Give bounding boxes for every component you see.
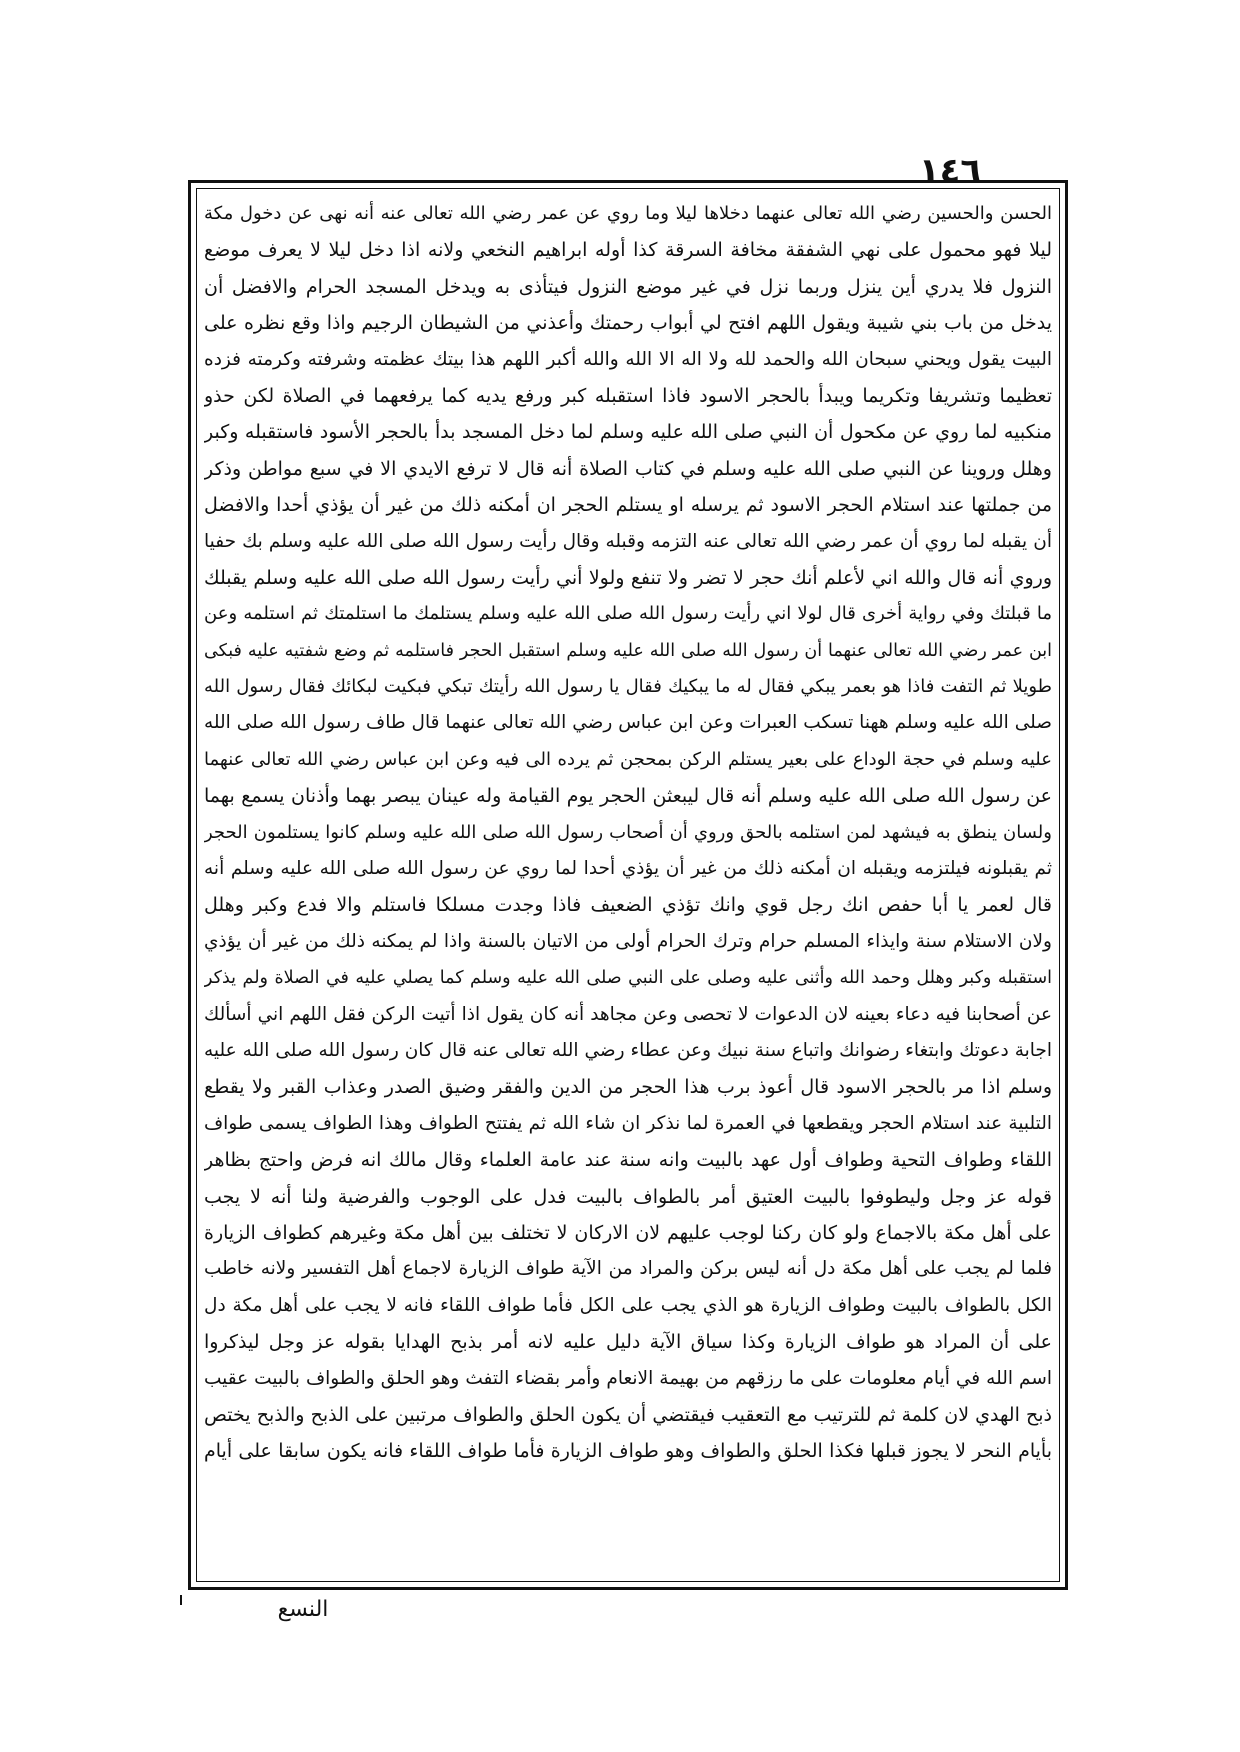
text-line: ابن عمر رضي الله تعالى عنهما أن رسول الله صلى الله عليه وسلم استقبل الحجر فاستلمه ثم وضع شفتيه عليه فبكى (204, 640, 1052, 661)
text-line: وروي أنه قال والله اني لأعلم أنك حجر لا تضر ولا تنفع ولولا أني رأيت رسول الله صلى الله عليه وسلم يقبلك (204, 566, 1052, 589)
text-line: وهلل وروينا عن النبي صلى الله عليه وسلم في كتاب الصلاة أنه قال لا ترفع الايدي الا في سبع مواطن وذكر (204, 457, 1052, 480)
text-line: النزول فلا يدري أين ينزل وربما نزل في غير موضع النزول فيتأذى به ويدخل المسجد الحرام والافضل أن (204, 275, 1052, 298)
text-line: ما قبلتك وفي رواية أخرى قال لولا اني رأيت رسول الله صلى الله عليه وسلم يستلمك ما استلمتك ثم استلمه وعن (204, 603, 1052, 625)
catchword: النسع (277, 1597, 329, 1622)
text-line: الكل بالطواف بالبيت وطواف الزيارة هو الذي يجب على الكل فأما طواف اللقاء فانه لا يجب على أهل مكة دل (204, 1294, 1052, 1316)
text-line: استقبله وكبر وهلل وحمد الله وأثنى عليه وصلى على النبي صلى الله عليه وسلم كما يصلي عليه في الصلاة ولم يذكر (204, 968, 1052, 989)
text-line: ولسان ينطق به فيشهد لمن استلمه بالحق وروي أن أصحاب رسول الله صلى الله عليه وسلم كانوا يستلمون الحجر (204, 821, 1052, 843)
text-line: اجابة دعوتك وابتغاء رضوانك واتباع سنة نبيك وعن عطاء رضي الله تعالى عنه قال كان رسول الله صلى الله عليه (204, 1039, 1052, 1061)
text-line: على أهل مكة بالاجماع ولو كان ركنا لوجب عليهم لان الاركان لا تختلف بين أهل مكة وغيرهم كطواف الزيارة (204, 1221, 1052, 1244)
text-line: فلما لم يجب على أهل مكة دل أنه ليس بركن والمراد من الآية طواف الزيارة لاجماع أهل التفسير ولانه خاطب (204, 1258, 1052, 1280)
text-line: يدخل من باب بني شيبة ويقول اللهم افتح لي أبواب رحمتك وأعذني من الشيطان الرجيم واذا وقع نظره على (204, 312, 1052, 335)
text-line: البيت يقول ويحني سبحان الله والحمد لله ولا اله الا الله والله أكبر اللهم هذا بيتك عظمته وشرفته وكرمته فزده (204, 348, 1052, 370)
body-text (204, 196, 1052, 1576)
text-line: تعظيما وتشريفا وتكريما ويبدأ بالحجر الاسود فاذا استقبله كبر ورفع يديه كما يرفعهما في الصلاة لكن حذو (204, 384, 1052, 407)
page-number: ١٤٦ (918, 151, 982, 191)
text-line: أن يقبله لما روي أن عمر رضي الله تعالى عنه التزمه وقبله وقال رأيت رسول الله صلى الله عليه وسلم بك حفيا (204, 530, 1052, 552)
text-line: من جملتها عند استلام الحجر الاسود ثم يرسله او يستلم الحجر ان أمكنه ذلك من غير أن يؤذي أحدا والافضل (204, 494, 1052, 517)
text-line: ثم يقبلونه فيلتزمه ويقبله ان أمكنه ذلك من غير أن يؤذي أحدا لما روي عن رسول الله صلى الله عليه وسلم أنه (204, 858, 1052, 880)
text-line: وسلم اذا مر بالحجر الاسود قال أعوذ برب هذا الحجر من الدين والفقر وضيق الصدر وعذاب القبر ولا يقطع (204, 1076, 1052, 1099)
text-line: اسم الله في أيام معلومات على ما رزقهم من بهيمة الانعام وأمر بقضاء التفث وهو الحلق والطواف بالبيت عقيب (204, 1367, 1052, 1389)
text-line: صلى الله عليه وسلم ههنا تسكب العبرات وعن ابن عباس رضي الله تعالى عنهما قال طاف رسول الله صلى الله (204, 712, 1052, 734)
text-line: منكبيه لما روي عن مكحول أن النبي صلى الله عليه وسلم لما دخل المسجد بدأ بالحجر الأسود فاستقبله وكبر (204, 421, 1052, 444)
margin-mark (180, 1595, 182, 1605)
text-line: بأيام النحر لا يجوز قبلها فكذا الحلق والطواف وهو طواف الزيارة فأما طواف اللقاء فانه يكون سابقا على أيام (204, 1440, 1052, 1463)
text-line: قوله عز وجل وليطوفوا بالبيت العتيق أمر بالطواف بالبيت فدل على الوجوب والفرضية ولنا أنه لا يجب (204, 1185, 1052, 1208)
text-line: على أن المراد هو طواف الزيارة وكذا سياق الآية دليل عليه لانه أمر بذبح الهدايا بقوله عز وجل ليذكروا (204, 1331, 1052, 1354)
text-line: اللقاء وطواف التحية وطواف أول عهد بالبيت وانه سنة عند عامة العلماء وقال مالك انه فرض واحتج بظاهر (204, 1149, 1052, 1172)
text-line: ولان الاستلام سنة وايذاء المسلم حرام وترك الحرام أولى من الاتيان بالسنة واذا لم يمكنه ذلك من غير أن يؤذي (204, 930, 1052, 952)
text-line: قال لعمر يا أبا حفص انك رجل قوي وانك تؤذي الضعيف فاذا وجدت مسلكا فاستلم والا فدع وكبر وهلل (204, 894, 1052, 917)
text-line: عليه وسلم في حجة الوداع على بعير يستلم الركن بمحجن ثم يرده الى فيه وعن ابن عباس رضي الله تعالى عنهما (204, 748, 1052, 770)
text-line: التلبية عند استلام الحجر ويقطعها في العمرة لما نذكر ان شاء الله ثم يفتتح الطواف وهذا الطواف يسمى طواف (204, 1112, 1052, 1134)
text-line: ذبح الهدي لان كلمة ثم للترتيب مع التعقيب فيقتضي أن يكون الحلق والطواف مرتبين على الذبح والذبح يختص (204, 1403, 1052, 1426)
text-line: الحسن والحسين رضي الله تعالى عنهما دخلاها ليلا وما روي عن عمر رضي الله تعالى عنه أنه نهى عن دخول مكة (204, 203, 1052, 224)
text-line: عن أصحابنا فيه دعاء بعينه لان الدعوات لا تحصى وعن مجاهد أنه كان يقول اذا أتيت الركن فقل اللهم اني أسألك (204, 1003, 1052, 1025)
text-line: ليلا فهو محمول على نهي الشفقة مخافة السرقة كذا أوله ابراهيم النخعي ولانه اذا دخل ليلا لا يعرف موضع (204, 239, 1052, 262)
text-line: طويلا ثم التفت فاذا هو بعمر يبكي فقال له ما يبكيك فقال يا رسول الله رأيتك تبكي فبكيت لبكائك فقال رسول الله (204, 676, 1052, 698)
text-line: عن رسول الله صلى الله عليه وسلم أنه قال ليبعثن الحجر يوم القيامة وله عينان يبصر بهما وأذنان يسمع بهما (204, 785, 1052, 808)
